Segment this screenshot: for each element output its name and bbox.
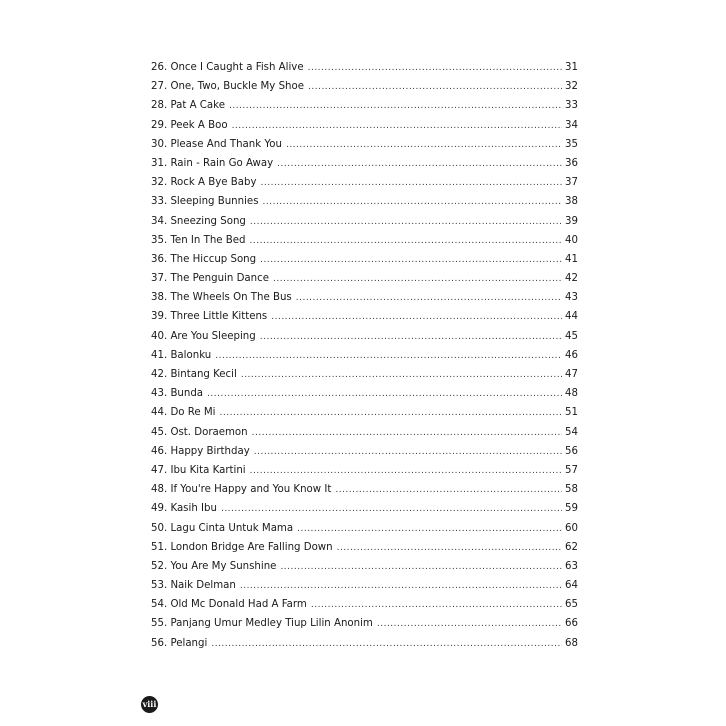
toc-entry-title: 35. Ten In The Bed xyxy=(151,234,246,246)
toc-entry[interactable] xyxy=(151,269,578,288)
toc-dot-leader xyxy=(252,424,562,442)
toc-dot-leader xyxy=(240,577,562,595)
toc-entry-title: 42. Bintang Kecil xyxy=(151,369,237,380)
toc-entry-page: 62 xyxy=(565,541,578,553)
toc-entry-title: 27. One, Two, Buckle My Shoe xyxy=(151,81,304,93)
toc-entry[interactable] xyxy=(151,557,578,576)
toc-entry-title: 41. Balonku xyxy=(151,349,212,361)
toc-dot-leader xyxy=(220,404,562,422)
toc-dot-leader xyxy=(250,213,562,231)
toc-entry[interactable] xyxy=(151,614,578,633)
toc-dot-leader xyxy=(250,232,562,250)
toc-entry-page: 44 xyxy=(565,311,578,323)
toc-dot-leader xyxy=(308,59,562,77)
toc-entry-page: 37 xyxy=(565,177,578,189)
toc-entry-page: 60 xyxy=(565,522,578,534)
toc-entry-page: 57 xyxy=(565,464,578,476)
toc-entry-page: 34 xyxy=(565,119,578,131)
toc-dot-leader xyxy=(260,328,562,346)
toc-entry-title: 33. Sleeping Bunnies xyxy=(151,196,259,208)
toc-entry-page: 64 xyxy=(565,580,578,592)
toc-entry-title: 55. Panjang Umur Medley Tiup Lilin Anonim xyxy=(151,618,373,630)
toc-entry-title: 48. If You're Happy and You Know It xyxy=(151,484,332,496)
toc-entry[interactable] xyxy=(151,442,578,461)
toc-entry-title: 37. The Penguin Dance xyxy=(151,273,269,285)
toc-dot-leader xyxy=(232,117,562,135)
toc-entry-page: 38 xyxy=(565,196,578,208)
toc-entry[interactable] xyxy=(151,461,578,480)
toc-dot-leader xyxy=(271,308,562,326)
toc-entry-title: 29. Peek A Boo xyxy=(151,119,228,131)
toc-entry[interactable] xyxy=(151,480,578,499)
toc-entry-title: 44. Do Re Mi xyxy=(151,407,216,419)
toc-entry-title: 49. Kasih Ibu xyxy=(151,503,217,515)
toc-entry-page: 68 xyxy=(565,637,578,649)
toc-entry[interactable] xyxy=(151,231,578,250)
toc-entry-page: 51 xyxy=(565,407,578,419)
toc-entry-page: 35 xyxy=(565,138,578,150)
toc-dot-leader xyxy=(263,193,563,211)
toc-entry-page: 45 xyxy=(565,330,578,342)
toc-entry[interactable] xyxy=(151,538,578,557)
toc-entry-title: 46. Happy Birthday xyxy=(151,445,250,457)
toc-dot-leader xyxy=(207,385,562,403)
toc-dot-leader xyxy=(211,635,562,653)
toc-dot-leader xyxy=(261,174,563,192)
toc-entry[interactable] xyxy=(151,634,578,653)
toc-entry-page: 33 xyxy=(565,100,578,112)
toc-entry-title: 53. Naik Delman xyxy=(151,580,236,592)
toc-dot-leader xyxy=(229,97,562,115)
toc-entry-page: 32 xyxy=(565,81,578,93)
toc-entry[interactable] xyxy=(151,384,578,403)
toc-dot-leader xyxy=(337,539,562,557)
toc-dot-leader xyxy=(311,596,562,614)
toc-entry-title: 52. You Are My Sunshine xyxy=(151,560,277,572)
toc-entry[interactable] xyxy=(151,346,578,365)
toc-entry[interactable] xyxy=(151,576,578,595)
toc-entry[interactable] xyxy=(151,154,578,173)
toc-entry[interactable] xyxy=(151,192,578,211)
toc-entry-page: 59 xyxy=(565,503,578,515)
toc-dot-leader xyxy=(308,78,562,96)
toc-entry-title: 38. The Wheels On The Bus xyxy=(151,292,292,304)
toc-entry[interactable] xyxy=(151,403,578,422)
toc-entry-page: 65 xyxy=(565,599,578,611)
toc-dot-leader xyxy=(286,136,562,154)
toc-dot-leader xyxy=(215,347,562,365)
toc-entry-page: 43 xyxy=(565,292,578,304)
toc-entry-page: 41 xyxy=(565,253,578,265)
toc-entry-page: 31 xyxy=(565,62,578,73)
toc-dot-leader xyxy=(277,155,562,173)
toc-entry[interactable] xyxy=(151,365,578,384)
toc-entry[interactable] xyxy=(151,96,578,115)
toc-entry-title: 45. Ost. Doraemon xyxy=(151,426,248,438)
toc-entry-title: 36. The Hiccup Song xyxy=(151,253,257,265)
toc-dot-leader xyxy=(377,615,562,633)
toc-dot-leader xyxy=(250,462,562,480)
toc-entry-title: 43. Bunda xyxy=(151,388,204,400)
toc-entry[interactable] xyxy=(151,327,578,346)
toc-entry-page: 36 xyxy=(565,157,578,169)
table-of-contents xyxy=(151,58,578,653)
toc-entry-title: 47. Ibu Kita Kartini xyxy=(151,464,246,476)
toc-dot-leader xyxy=(335,481,562,499)
toc-entry-page: 48 xyxy=(565,388,578,400)
toc-entry[interactable] xyxy=(151,116,578,135)
toc-entry-page: 39 xyxy=(565,215,578,227)
toc-entry[interactable] xyxy=(151,250,578,269)
toc-entry-page: 46 xyxy=(565,349,578,361)
toc-entry[interactable] xyxy=(151,519,578,538)
toc-entry-title: 34. Sneezing Song xyxy=(151,215,246,227)
toc-entry[interactable] xyxy=(151,288,578,307)
toc-entry-title: 32. Rock A Bye Baby xyxy=(151,177,257,189)
toc-dot-leader xyxy=(254,443,562,461)
toc-entry-title: 54. Old Mc Donald Had A Farm xyxy=(151,599,307,611)
toc-entry-title: 26. Once I Caught a Fish Alive xyxy=(151,62,304,73)
toc-entry[interactable] xyxy=(151,423,578,442)
toc-entry-title: 30. Please And Thank You xyxy=(151,138,282,150)
page-number-badge: viii xyxy=(141,696,158,713)
toc-entry-title: 56. Pelangi xyxy=(151,637,208,649)
toc-entry-title: 39. Three Little Kittens xyxy=(151,311,268,323)
toc-entry-title: 28. Pat A Cake xyxy=(151,100,225,112)
toc-dot-leader xyxy=(241,366,562,384)
toc-entry-page: 56 xyxy=(565,445,578,457)
toc-entry-page: 63 xyxy=(565,560,578,572)
toc-entry-title: 51. London Bridge Are Falling Down xyxy=(151,541,333,553)
toc-dot-leader xyxy=(273,270,562,288)
toc-entry[interactable] xyxy=(151,595,578,614)
toc-entry[interactable] xyxy=(151,58,578,77)
toc-dot-leader xyxy=(296,289,562,307)
toc-dot-leader xyxy=(260,251,562,269)
toc-entry-title: 31. Rain - Rain Go Away xyxy=(151,157,274,169)
toc-entry[interactable] xyxy=(151,212,578,231)
toc-dot-leader xyxy=(297,520,562,538)
toc-entry[interactable] xyxy=(151,173,578,192)
toc-dot-leader xyxy=(221,500,562,518)
toc-entry-page: 47 xyxy=(565,369,578,380)
toc-entry-page: 66 xyxy=(565,618,578,630)
toc-entry-title: 50. Lagu Cinta Untuk Mama xyxy=(151,522,294,534)
toc-dot-leader xyxy=(280,558,562,576)
toc-entry[interactable] xyxy=(151,135,578,154)
toc-entry-title: 40. Are You Sleeping xyxy=(151,330,256,342)
toc-entry-page: 42 xyxy=(565,273,578,285)
toc-entry-page: 40 xyxy=(565,234,578,246)
toc-entry-page: 58 xyxy=(565,484,578,496)
toc-entry-page: 54 xyxy=(565,426,578,438)
toc-entry[interactable] xyxy=(151,499,578,518)
toc-entry[interactable] xyxy=(151,77,578,96)
toc-entry[interactable] xyxy=(151,307,578,326)
